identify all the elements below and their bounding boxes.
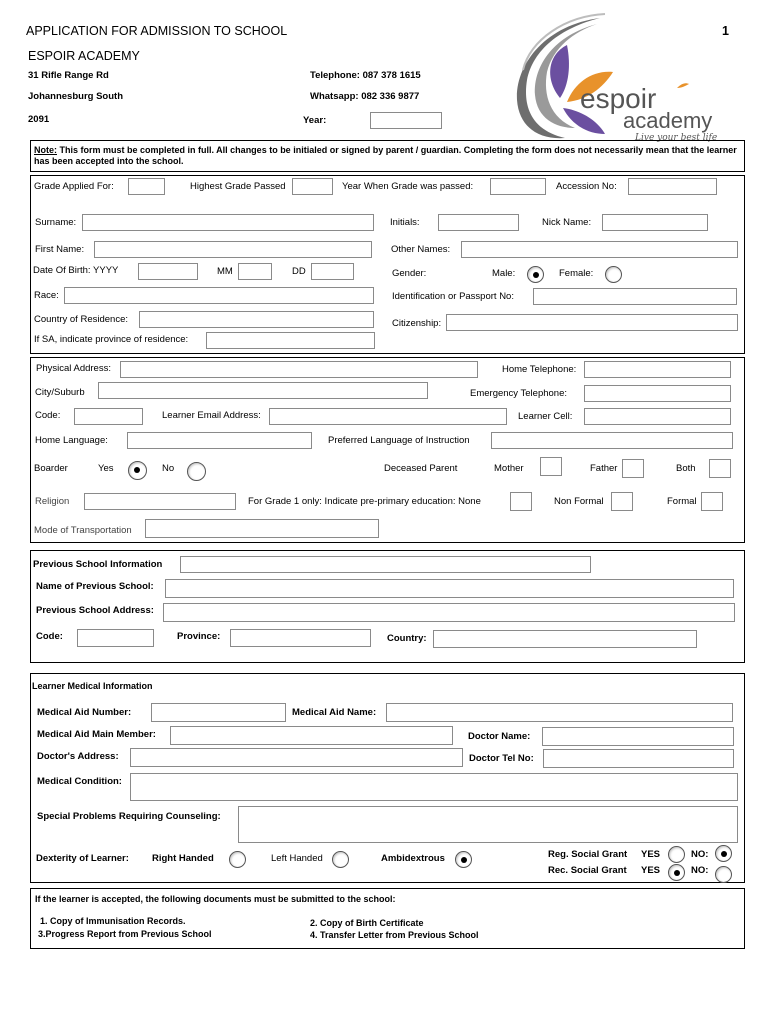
dob-day-field[interactable]: [311, 263, 354, 280]
doctor-name-label: Doctor Name:: [468, 731, 531, 742]
documents-heading: If the learner is accepted, the following documents must be submitted to the school:: [35, 894, 396, 904]
physical-address-field[interactable]: [120, 361, 478, 378]
learner-cell-field[interactable]: [584, 408, 731, 425]
grade-applied-label: Grade Applied For:: [34, 181, 114, 192]
home-telephone-label: Home Telephone:: [502, 364, 577, 375]
country-residence-field[interactable]: [139, 311, 374, 328]
non-formal-label: Non Formal: [554, 496, 604, 507]
none-box[interactable]: [510, 492, 532, 511]
medical-aid-number-field[interactable]: [151, 703, 286, 722]
postal-code: 2091: [28, 114, 50, 125]
special-problems-label: Special Problems Requiring Counseling:: [37, 811, 221, 822]
school-name: ESPOIR ACADEMY: [28, 49, 140, 63]
boarder-no-label: No: [162, 463, 175, 474]
race-field[interactable]: [64, 287, 374, 304]
preferred-language-label: Preferred Language of Instruction: [328, 435, 470, 446]
previous-code-label: Code:: [36, 631, 63, 642]
page-number: 1: [722, 24, 729, 38]
boarder-yes-label: Yes: [98, 463, 114, 474]
reg-grant-label: Reg. Social Grant: [548, 849, 628, 860]
special-problems-field[interactable]: [238, 806, 738, 843]
doctor-tel-field[interactable]: [543, 749, 734, 768]
mother-box[interactable]: [540, 457, 562, 476]
accession-no-label: Accession No:: [556, 181, 617, 192]
ambidextrous-radio[interactable]: [455, 851, 472, 868]
learner-cell-label: Learner Cell:: [518, 411, 573, 422]
grade1-note-label: For Grade 1 only: Indicate pre-primary education: None: [248, 496, 481, 507]
medical-heading: Learner Medical Information: [32, 681, 153, 691]
previous-code-field[interactable]: [77, 629, 154, 647]
male-radio[interactable]: [527, 266, 544, 283]
doctor-name-field[interactable]: [542, 727, 734, 746]
code-label: Code:: [35, 410, 61, 421]
transport-field[interactable]: [145, 519, 379, 538]
previous-school-info-field[interactable]: [180, 556, 591, 573]
espoir-logo: [505, 10, 745, 145]
document-item-1: 1. Copy of Immunisation Records.: [40, 916, 186, 926]
formal-box[interactable]: [701, 492, 723, 511]
previous-school-name-label: Name of Previous School:: [36, 581, 154, 592]
previous-school-address-field[interactable]: [163, 603, 735, 622]
previous-country-field[interactable]: [433, 630, 697, 648]
previous-school-info-label: Previous School Information: [33, 559, 163, 570]
left-handed-radio[interactable]: [332, 851, 349, 868]
document-item-3: 3.Progress Report from Previous School: [38, 929, 212, 939]
id-passport-field[interactable]: [533, 288, 737, 305]
initials-field[interactable]: [438, 214, 519, 231]
race-label: Race:: [34, 290, 59, 301]
note-label: Note:: [34, 145, 57, 155]
previous-country-label: Country:: [387, 633, 427, 644]
preferred-language-field[interactable]: [491, 432, 733, 449]
id-passport-label: Identification or Passport No:: [392, 291, 514, 302]
ambidextrous-label: Ambidextrous: [381, 853, 445, 864]
city-field[interactable]: [98, 382, 428, 399]
first-name-label: First Name:: [35, 244, 85, 255]
medical-aid-number-label: Medical Aid Number:: [37, 707, 132, 718]
year-field[interactable]: [370, 112, 442, 129]
citizenship-label: Citizenship:: [392, 318, 442, 329]
previous-school-address-label: Previous School Address:: [36, 605, 154, 616]
highest-grade-label: Highest Grade Passed: [190, 181, 286, 192]
nick-name-label: Nick Name:: [542, 217, 592, 228]
learner-email-label: Learner Email Address:: [162, 410, 261, 421]
dob-mm-label: MM: [217, 266, 233, 277]
medical-aid-main-member-label: Medical Aid Main Member:: [37, 729, 156, 740]
medical-aid-main-member-field[interactable]: [170, 726, 453, 745]
dob-year-field[interactable]: [138, 263, 198, 280]
medical-condition-field[interactable]: [130, 773, 738, 801]
dob-month-field[interactable]: [238, 263, 272, 280]
logo-word-espoir: espoir: [580, 83, 657, 114]
doctor-address-label: Doctor's Address:: [37, 751, 119, 762]
boarder-no-radio[interactable]: [187, 462, 206, 481]
logo-tagline: Live your best life: [635, 133, 718, 143]
address-line2: Johannesburg South: [28, 91, 123, 102]
learner-email-field[interactable]: [269, 408, 507, 425]
medical-aid-name-label: Medical Aid Name:: [292, 707, 377, 718]
home-language-label: Home Language:: [35, 435, 108, 446]
dexterity-label: Dexterity of Learner:: [36, 853, 129, 864]
grade-applied-field[interactable]: [128, 178, 165, 195]
document-item-2: 2. Copy of Birth Certificate: [310, 918, 424, 928]
male-label: Male:: [492, 268, 516, 279]
reg-grant-no-label: NO:: [691, 849, 709, 860]
left-handed-label: Left Handed: [271, 853, 323, 864]
doctor-address-field[interactable]: [130, 748, 463, 767]
both-label: Both: [676, 463, 696, 474]
both-box[interactable]: [709, 459, 731, 478]
accession-no-field[interactable]: [628, 178, 717, 195]
note-body: This form must be completed in full. All changes to be initialed or signed by parent / guardian. Completing the form does not necessarily mean that the learner has been accepted into the school.: [34, 145, 737, 166]
reg-grant-yes-radio[interactable]: [668, 846, 685, 863]
note-text: [34, 145, 739, 167]
previous-province-field[interactable]: [230, 629, 371, 647]
emergency-telephone-field[interactable]: [584, 385, 731, 402]
initials-label: Initials:: [390, 217, 420, 228]
form-title: APPLICATION FOR ADMISSION TO SCHOOL: [26, 24, 288, 38]
document-item-4: 4. Transfer Letter from Previous School: [310, 930, 479, 940]
year-grade-passed-field[interactable]: [490, 178, 546, 195]
medical-aid-name-field[interactable]: [386, 703, 733, 722]
country-residence-label: Country of Residence:: [34, 314, 128, 325]
gender-label: Gender:: [392, 268, 427, 279]
doctor-tel-label: Doctor Tel No:: [469, 753, 534, 764]
religion-label: Religion: [35, 496, 70, 507]
telephone: Telephone: 087 378 1615: [310, 70, 421, 81]
dob-label: Date Of Birth: YYYY: [33, 265, 119, 276]
other-names-label: Other Names:: [391, 244, 451, 255]
father-box[interactable]: [622, 459, 644, 478]
citizenship-field[interactable]: [446, 314, 738, 331]
reg-grant-yes-label: YES: [641, 849, 661, 860]
surname-label: Surname:: [35, 217, 77, 228]
address-line1: 31 Rifle Range Rd: [28, 70, 109, 81]
religion-field[interactable]: [84, 493, 236, 510]
formal-label: Formal: [667, 496, 697, 507]
home-language-field[interactable]: [127, 432, 312, 449]
reg-grant-no-radio[interactable]: [715, 845, 732, 862]
right-handed-label: Right Handed: [152, 853, 214, 864]
transport-label: Mode of Transportation: [34, 525, 132, 536]
first-name-field[interactable]: [94, 241, 372, 258]
rec-grant-yes-radio[interactable]: [668, 864, 685, 881]
province-field[interactable]: [206, 332, 375, 349]
rec-grant-no-label: NO:: [691, 865, 709, 876]
year-label: Year:: [303, 115, 327, 126]
home-telephone-field[interactable]: [584, 361, 731, 378]
emergency-telephone-label: Emergency Telephone:: [470, 388, 567, 399]
female-label: Female:: [559, 268, 594, 279]
dob-dd-label: DD: [292, 266, 306, 277]
surname-field[interactable]: [82, 214, 374, 231]
boarder-yes-radio[interactable]: [128, 461, 147, 480]
right-handed-radio[interactable]: [229, 851, 246, 868]
code-field[interactable]: [74, 408, 143, 425]
previous-province-label: Province:: [177, 631, 221, 642]
rec-grant-label: Rec. Social Grant: [548, 865, 627, 876]
boarder-label: Boarder: [34, 463, 68, 474]
rec-grant-yes-label: YES: [641, 865, 661, 876]
female-radio[interactable]: [605, 266, 622, 283]
province-label: If SA, indicate province of residence:: [34, 334, 189, 345]
non-formal-box[interactable]: [611, 492, 633, 511]
nick-name-field[interactable]: [602, 214, 708, 231]
physical-address-label: Physical Address:: [36, 363, 111, 374]
city-label: City/Suburb: [35, 387, 85, 398]
other-names-field[interactable]: [461, 241, 738, 258]
logo-word-academy: academy: [623, 108, 713, 133]
year-grade-passed-label: Year When Grade was passed:: [342, 181, 474, 192]
deceased-parent-label: Deceased Parent: [384, 463, 458, 474]
father-label: Father: [590, 463, 618, 474]
medical-condition-label: Medical Condition:: [37, 776, 122, 787]
rec-grant-no-radio[interactable]: [715, 866, 732, 883]
mother-label: Mother: [494, 463, 524, 474]
previous-school-name-field[interactable]: [165, 579, 734, 598]
highest-grade-field[interactable]: [292, 178, 333, 195]
whatsapp: Whatsapp: 082 336 9877: [310, 91, 420, 102]
